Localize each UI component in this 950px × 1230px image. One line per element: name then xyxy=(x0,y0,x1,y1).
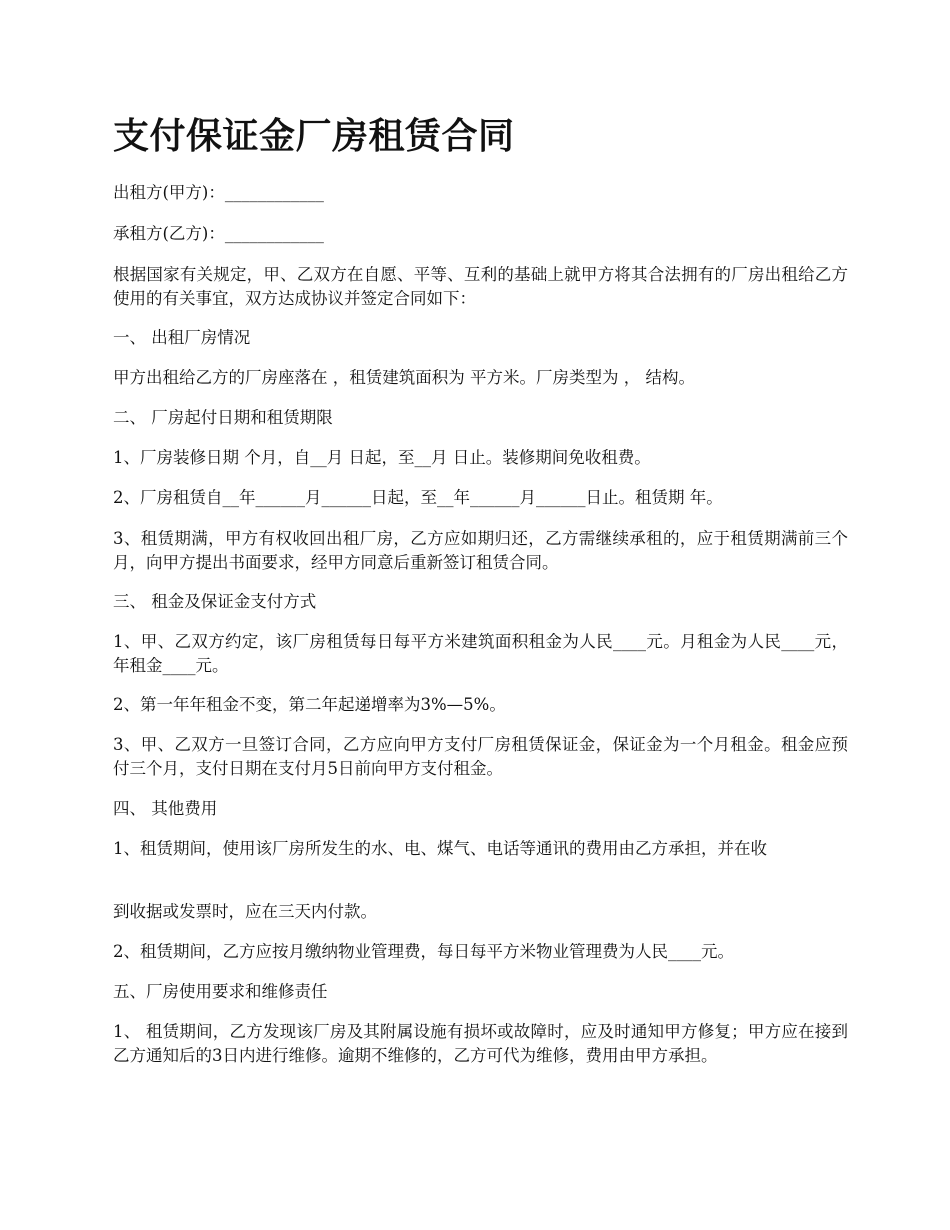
paragraph: 甲方出租给乙方的厂房座落在 ，租赁建筑面积为 平方米。厂房类型为 ， 结构。 xyxy=(113,368,695,387)
paragraph: 到收据或发票时，应在三天内付款。 xyxy=(113,902,377,921)
document-title: 支付保证金厂房租赁合同 xyxy=(113,115,515,157)
paragraph: 2、厂房租赁自__年______月______日起，至__年______月______日止。租赁期 年。 xyxy=(113,488,723,507)
paragraph: 3、甲、乙双方一旦签订合同，乙方应向甲方支付厂房租赁保证金，保证金为一个月租金。租金应预付三个月，支付日期在支付月5日前向甲方支付租金。 xyxy=(113,735,848,778)
party-b-line: 承租方(乙方)：____________ xyxy=(113,224,324,243)
preamble-paragraph: 根据国家有关规定，甲、乙双方在自愿、平等、互利的基础上就甲方将其合法拥有的厂房出租给乙方使用的有关事宜，双方达成协议并签定合同如下： xyxy=(113,265,848,308)
section-heading-1: 一、 出租厂房情况 xyxy=(113,328,251,347)
section-heading-2: 二、 厂房起付日期和租赁期限 xyxy=(113,408,333,427)
section-heading-4: 四、 其他费用 xyxy=(113,799,218,818)
paragraph: 1、租赁期间，使用该厂房所发生的水、电、煤气、电话等通讯的费用由乙方承担，并在收 xyxy=(113,839,767,858)
paragraph: 1、 租赁期间，乙方发现该厂房及其附属设施有损坏或故障时，应及时通知甲方修复；甲方应在接到乙方通知后的3日内进行维修。逾期不维修的，乙方可代为维修，费用由甲方承担。 xyxy=(113,1022,848,1065)
party-a-line: 出租方(甲方)：____________ xyxy=(113,183,324,202)
paragraph: 2、第一年年租金不变，第二年起递增率为3%—5%。 xyxy=(113,695,506,714)
paragraph: 1、甲、乙双方约定，该厂房租赁每日每平方米建筑面积租金为人民____元。月租金为人民____元，年租金____元。 xyxy=(113,632,848,675)
section-heading-3: 三、 租金及保证金支付方式 xyxy=(113,592,317,611)
section-heading-5: 五、厂房使用要求和维修责任 xyxy=(113,982,328,1001)
paragraph: 1、厂房装修日期 个月，自__月 日起，至__月 日止。装修期间免收租费。 xyxy=(113,448,651,467)
paragraph: 3、租赁期满，甲方有权收回出租厂房，乙方应如期归还，乙方需继续承租的，应于租赁期满前三个月，向甲方提出书面要求，经甲方同意后重新签订租赁合同。 xyxy=(113,529,848,572)
paragraph: 2、租赁期间，乙方应按月缴纳物业管理费，每日每平方米物业管理费为人民____元。 xyxy=(113,942,734,961)
